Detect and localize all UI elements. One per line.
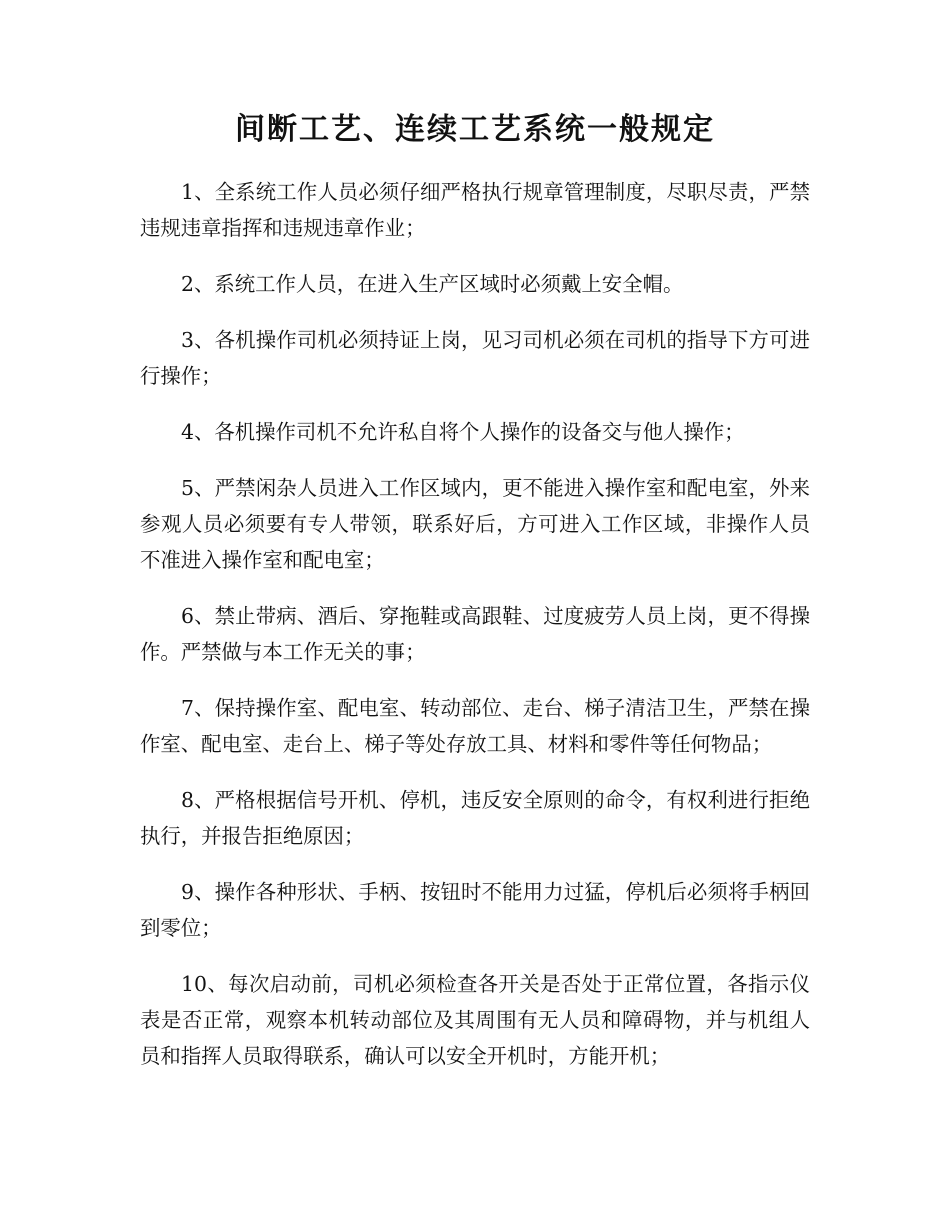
document-title: 间断工艺、连续工艺系统一般规定 <box>235 112 715 147</box>
rule-3: 3、各机操作司机必须持证上岗，见习司机必须在司机的指导下方可进行操作； <box>140 328 810 388</box>
rule-5: 5、严禁闲杂人员进入工作区域内，更不能进入操作室和配电室，外来参观人员必须要有专人带领，联系好后，方可进入工作区域，非操作人员不准进入操作室和配电室； <box>140 476 810 572</box>
rule-8: 8、严格根据信号开机、停机，违反安全原则的命令，有权利进行拒绝执行，并报告拒绝原因； <box>140 788 810 848</box>
rules-list <box>140 174 810 1074</box>
rule-7: 7、保持操作室、配电室、转动部位、走台、梯子清洁卫生，严禁在操作室、配电室、走台上、梯子等处存放工具、材料和零件等任何物品； <box>140 696 810 756</box>
rule-10: 10、每次启动前，司机必须检查各开关是否处于正常位置，各指示仪表是否正常，观察本机转动部位及其周围有无人员和障碍物，并与机组人员和指挥人员取得联系，确认可以安全开机时，方能开机； <box>140 972 810 1068</box>
rule-6: 6、禁止带病、酒后、穿拖鞋或高跟鞋、过度疲劳人员上岗，更不得操作。严禁做与本工作无关的事； <box>140 604 810 664</box>
rule-9: 9、操作各种形状、手柄、按钮时不能用力过猛，停机后必须将手柄回到零位； <box>140 880 810 940</box>
rule-1: 1、全系统工作人员必须仔细严格执行规章管理制度，尽职尽责，严禁违规违章指挥和违规违章作业； <box>140 180 810 240</box>
rule-4: 4、各机操作司机不允许私自将个人操作的设备交与他人操作； <box>181 420 745 444</box>
rule-2: 2、系统工作人员，在进入生产区域时必须戴上安全帽。 <box>181 272 684 296</box>
